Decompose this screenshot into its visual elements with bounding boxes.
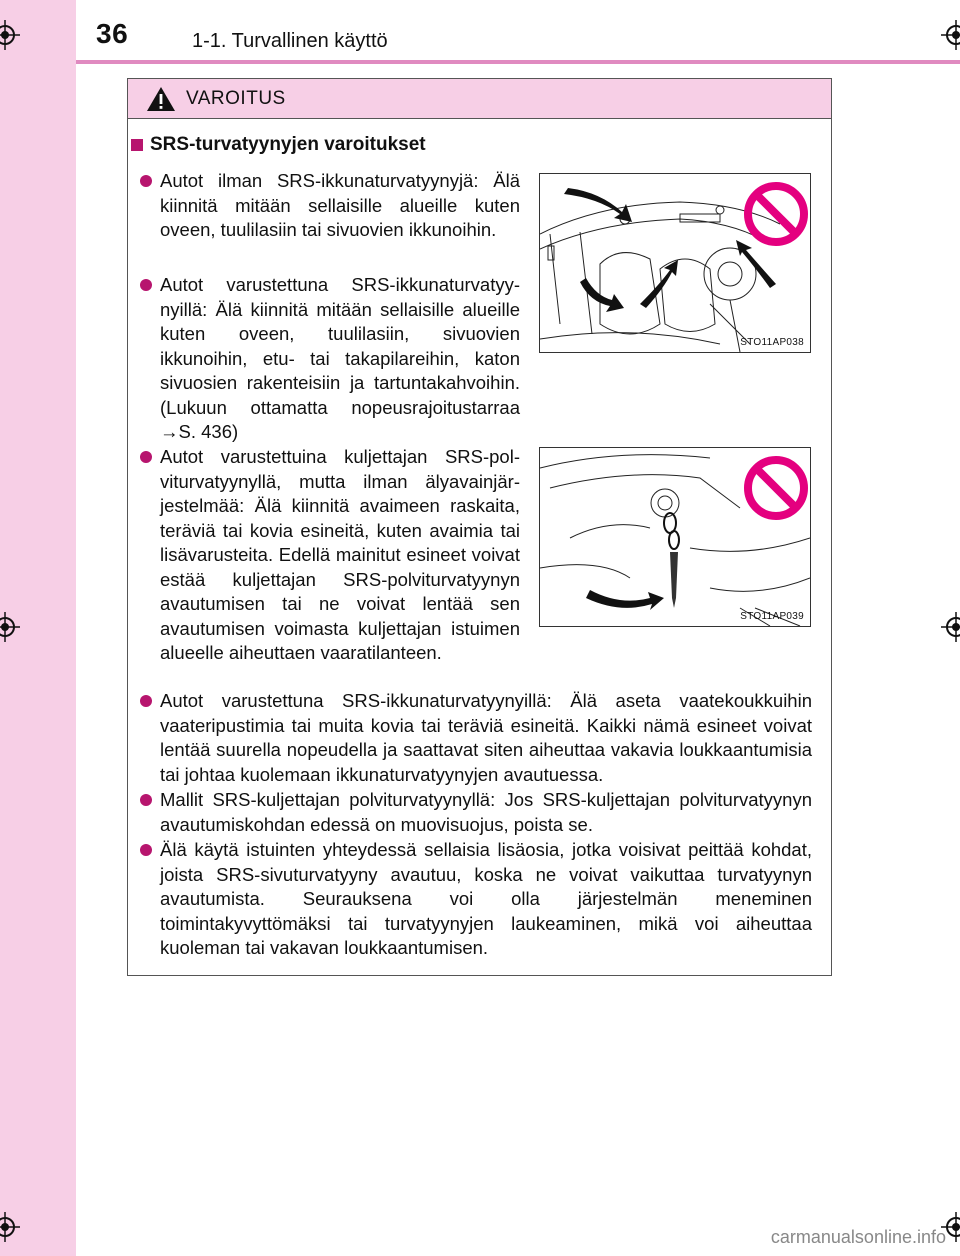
figure-code: STO11AP038 <box>740 337 804 348</box>
list-item-text: Autot varustettuina kuljettajan SRS-polviturvatyynyllä, mutta ilman älyavainjärjestelmää: Älä kiinnitä avaimeen raskaita, teräviä tai kovia esineitä, kuten avaimia tai lisävarusteita. Edellä mainitut esineet voivat estää kuljettajan SRS-polviturvatyynyn avautumisen tai ne voivat lentää sen avautumisen voimasta kuljettajan istuimen alueelle aiheuttaen vaaratilanteen. <box>160 446 520 663</box>
registration-mark-icon <box>941 20 960 50</box>
subheading-text: SRS-turvatyynyjen varoitukset <box>150 134 426 155</box>
list-item <box>140 169 520 243</box>
list-item-text: Autot ilman SRS-ikkunaturvatyynyjä: Älä kiinnitä mitään sellaisille alueille kuten oveen, tuulilasiin tai sivuovien ikkunoihin. <box>160 170 520 240</box>
figure-key-ignition <box>539 447 811 627</box>
registration-mark-icon <box>0 1212 20 1242</box>
watermark: carmanualsonline.info <box>770 1227 946 1247</box>
registration-mark-icon <box>0 20 20 50</box>
page-number: 36 <box>96 18 129 49</box>
list-item-text: Mallit SRS-kuljettajan polviturvatyynyllä: Jos SRS-kuljettajan polviturvatyynyn avautumiskohdan edessä on muovisuojus, poista se. <box>160 789 812 835</box>
section-title: 1-1. Turvallinen käyttö <box>192 30 388 52</box>
registration-mark-icon <box>941 612 960 642</box>
warning-subheading <box>128 134 426 156</box>
bullet-icon <box>140 794 152 806</box>
list-item <box>140 689 812 787</box>
figure-car-interior <box>539 173 811 353</box>
header-rule <box>76 60 960 64</box>
bullet-icon <box>140 451 152 463</box>
list-item <box>140 273 520 445</box>
warning-box <box>127 78 832 976</box>
list-item-text: Älä käytä istuinten yhteydessä sellaisia lisäosia, jotka voisivat peittää kohdat, joista SRS-sivuturvatyyny avautuu, koska ne voivat vaikuttaa turvatyynyn avautumista. Seurauksena voi olla järjestelmän meneminen toimintakyvyttömäksi tai turvatyynyjen laukeaminen, mikä voi aiheuttaa kuoleman tai vakavan loukkaantumisen. <box>160 839 812 958</box>
list-item-text: Autot varustettuna SRS-ikkunaturvatyynyillä: Älä aseta vaatekoukkuihin vaateripustimia tai muita kovia tai teräviä esineitä. Kaikki nämä esineet voivat lentää suurella nopeudella ja saattavat siten aiheuttaa vakavia loukkaantumisia tai johtaa kuolemaan ikkunaturvatyynyjen avautuessa. <box>160 690 812 785</box>
key-illustration-icon <box>540 448 810 626</box>
bullet-icon <box>140 175 152 187</box>
list-item <box>140 838 812 961</box>
bullet-icon <box>140 279 152 291</box>
registration-mark-icon <box>0 612 20 642</box>
bullet-icon <box>140 695 152 707</box>
car-interior-illustration-icon <box>540 174 810 352</box>
bullet-icon <box>140 844 152 856</box>
list-item <box>140 788 812 837</box>
list-item-text: Autot varustettuna SRS-ikkunaturvatyynyillä: Älä kiinnitä mitään sellaisille alueille kuten oveen, tuulilasiin, sivuovien ikkunoihin, etu- tai takapilareihin, katon sivuosien rakenteisiin ja tartuntakahvoihin. (Lukuun ottamatta nopeusrajoitustarraa →S. 436) <box>160 274 520 442</box>
figure-code: STO11AP039 <box>740 611 804 622</box>
warning-triangle-icon <box>146 86 176 112</box>
warning-title: VAROITUS <box>186 87 286 109</box>
square-bullet-icon <box>131 139 143 151</box>
list-item <box>140 445 520 666</box>
warning-header <box>128 79 831 119</box>
